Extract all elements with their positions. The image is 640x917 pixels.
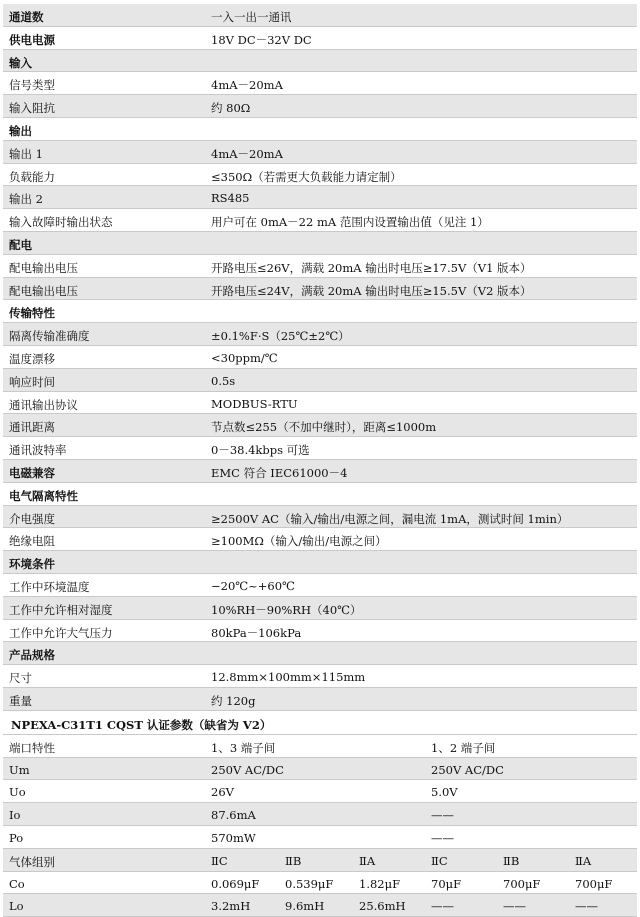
cert-row [3,780,637,803]
section-row [3,483,637,506]
cert-grid-cell: —— [575,899,598,914]
spec-value: ≥100MΩ（输入/输出/电源之间） [211,534,387,549]
spec-label: 绝缘电阻 [9,534,55,549]
spec-value: RS485 [211,191,250,206]
cert-grid-row [3,849,637,872]
section-row [3,300,637,323]
section-row [3,118,637,141]
section-row [3,460,637,483]
cert-value: 570mW [211,830,256,845]
spec-label: 传输特性 [9,306,55,321]
cert-grid-cell: ⅡA [575,853,592,868]
cert-grid-row [3,872,637,895]
spec-label: 响应时间 [9,374,55,389]
section-row [3,232,637,255]
cert-grid-cell: 70μF [431,876,462,891]
spec-row [3,323,637,346]
spec-value: 约 80Ω [211,101,251,116]
cert-row [3,735,637,758]
spec-row [3,255,637,278]
spec-row [3,414,637,437]
cert-grid-cell: ⅡC [211,853,228,868]
cert-value: —— [431,830,454,845]
spec-row [3,72,637,95]
section-row [3,551,637,574]
spec-label: 重量 [9,693,32,708]
spec-value: 节点数≤255（不加中继时），距离≤1000m [211,420,437,435]
spec-value: 一入一出一通讯 [211,10,292,24]
spec-label: 尺寸 [9,671,32,686]
spec-value: −20℃~+60℃ [211,578,295,593]
spec-label: 配电 [9,237,32,252]
cert-heading-row [3,712,637,735]
cert-label: Uo [9,785,26,800]
spec-row [3,437,637,460]
spec-row [3,209,637,232]
spec-row [3,506,637,529]
cert-row [3,826,637,849]
cert-grid-cell: 700μF [503,876,541,891]
cert-table [3,712,637,917]
cert-value: 250V AC/DC [431,762,504,777]
cert-value: 250V AC/DC [211,762,284,777]
spec-row [3,141,637,164]
spec-label: 输出 2 [9,192,43,207]
spec-label: 通讯距离 [9,420,55,435]
spec-label: 隔离传输准确度 [9,329,90,344]
spec-row [3,688,637,711]
cert-label: 端口特性 [9,740,55,755]
cert-label: Co [9,876,25,891]
cert-grid-cell: ⅡC [431,853,448,868]
cert-grid-cell: 1.82μF [359,876,401,891]
cert-value: 26V [211,785,234,800]
spec-label: 配电输出电压 [9,260,78,275]
spec-label: 配电输出电压 [9,283,78,298]
section-row [3,27,637,50]
spec-value: 用户可在 0mA－22 mA 范围内设置输出值（见注 1） [211,215,489,230]
spec-value: 0－38.4kbps 可选 [211,443,310,458]
section-row [3,4,637,27]
spec-label: 负载能力 [9,169,55,184]
spec-label: 输入故障时输出状态 [9,215,113,230]
spec-label: 工作中允许相对湿度 [9,602,113,617]
spec-row [3,186,637,209]
spec-row [3,528,637,551]
cert-grid-cell: —— [431,899,454,914]
spec-label: 电磁兼容 [9,465,55,480]
cert-grid-cell: 25.6mH [359,899,406,914]
cert-row [3,758,637,781]
spec-row [3,392,637,415]
cert-value: 5.0V [431,785,458,800]
spec-label: 供电电源 [9,32,55,47]
spec-label: 电气隔离特性 [9,488,78,503]
spec-row [3,597,637,620]
cert-heading: NPEXA-C31T1 CQST 认证参数（缺省为 V2） [11,718,272,732]
spec-label: 工作中允许大气压力 [9,625,113,640]
spec-row [3,95,637,118]
cert-grid-cell: 9.6mH [285,899,325,914]
spec-label: 输出 1 [9,146,43,161]
spec-row [3,620,637,643]
cert-label: Um [9,762,30,777]
cert-label: Po [9,830,24,845]
spec-label: 介电强度 [9,511,55,526]
cert-grid-cell: 0.069μF [211,876,260,891]
spec-value: 80kPa－106kPa [211,625,302,640]
cert-label: 气体组别 [9,854,55,869]
spec-label: 输出 [9,123,32,138]
spec-table [3,4,637,711]
section-row [3,642,637,665]
spec-value: 开路电压≤24V，满载 20mA 输出时电压≥15.5V（V2 版本） [211,283,532,298]
spec-value: 12.8mm×100mm×115mm [211,670,366,685]
spec-label: 信号类型 [9,78,55,93]
spec-row [3,665,637,688]
spec-label: 环境条件 [9,557,55,572]
spec-value: EMC 符合 IEC61000－4 [211,465,348,480]
cert-value: 1、2 端子间 [431,740,496,755]
spec-value: 约 120g [211,693,256,708]
spec-value: 4mA－20mA [211,78,283,93]
spec-row [3,574,637,597]
cert-grid-cell: ⅡA [359,853,376,868]
spec-value: ±0.1%F·S（25℃±2℃） [211,329,350,344]
spec-label: 通讯波特率 [9,443,67,458]
cert-grid-cell: 0.539μF [285,876,334,891]
spec-label: 通讯输出协议 [9,397,78,412]
spec-value: 0.5s [211,373,236,388]
cert-grid-row [3,894,637,917]
spec-row [3,346,637,369]
spec-row [3,278,637,301]
cert-grid-cell: ⅡB [503,853,520,868]
cert-value: 1、3 端子间 [211,740,276,755]
spec-value: ≥2500V AC（输入/输出/电源之间，漏电流 1mA，测试时间 1min） [211,511,569,526]
cert-value: —— [431,808,454,823]
cert-row [3,803,637,826]
spec-value: 4mA－20mA [211,146,283,161]
spec-row [3,164,637,187]
section-row [3,50,637,73]
spec-label: 通道数 [9,10,44,24]
spec-label: 输入 [9,55,32,70]
spec-value: ≤350Ω（若需更大负载能力请定制） [211,169,402,184]
spec-value: 18V DC－32V DC [211,32,312,47]
spec-label: 输入阻抗 [9,101,55,116]
spec-row [3,369,637,392]
cert-grid-cell: 700μF [575,876,613,891]
spec-label: 产品规格 [9,648,55,663]
spec-label: 温度漂移 [9,351,55,366]
cert-label: Lo [9,899,24,914]
spec-value: <30ppm/℃ [211,350,278,365]
cert-grid-cell: 3.2mH [211,899,251,914]
cert-value: 87.6mA [211,808,256,823]
spec-label: 工作中环境温度 [9,579,90,594]
spec-value: MODBUS-RTU [211,396,298,411]
cert-label: Io [9,808,21,823]
spec-value: 10%RH－90%RH（40℃） [211,602,362,617]
cert-grid-cell: —— [503,899,526,914]
spec-value: 开路电压≤26V，满载 20mA 输出时电压≥17.5V（V1 版本） [211,260,532,275]
cert-grid-cell: ⅡB [285,853,302,868]
